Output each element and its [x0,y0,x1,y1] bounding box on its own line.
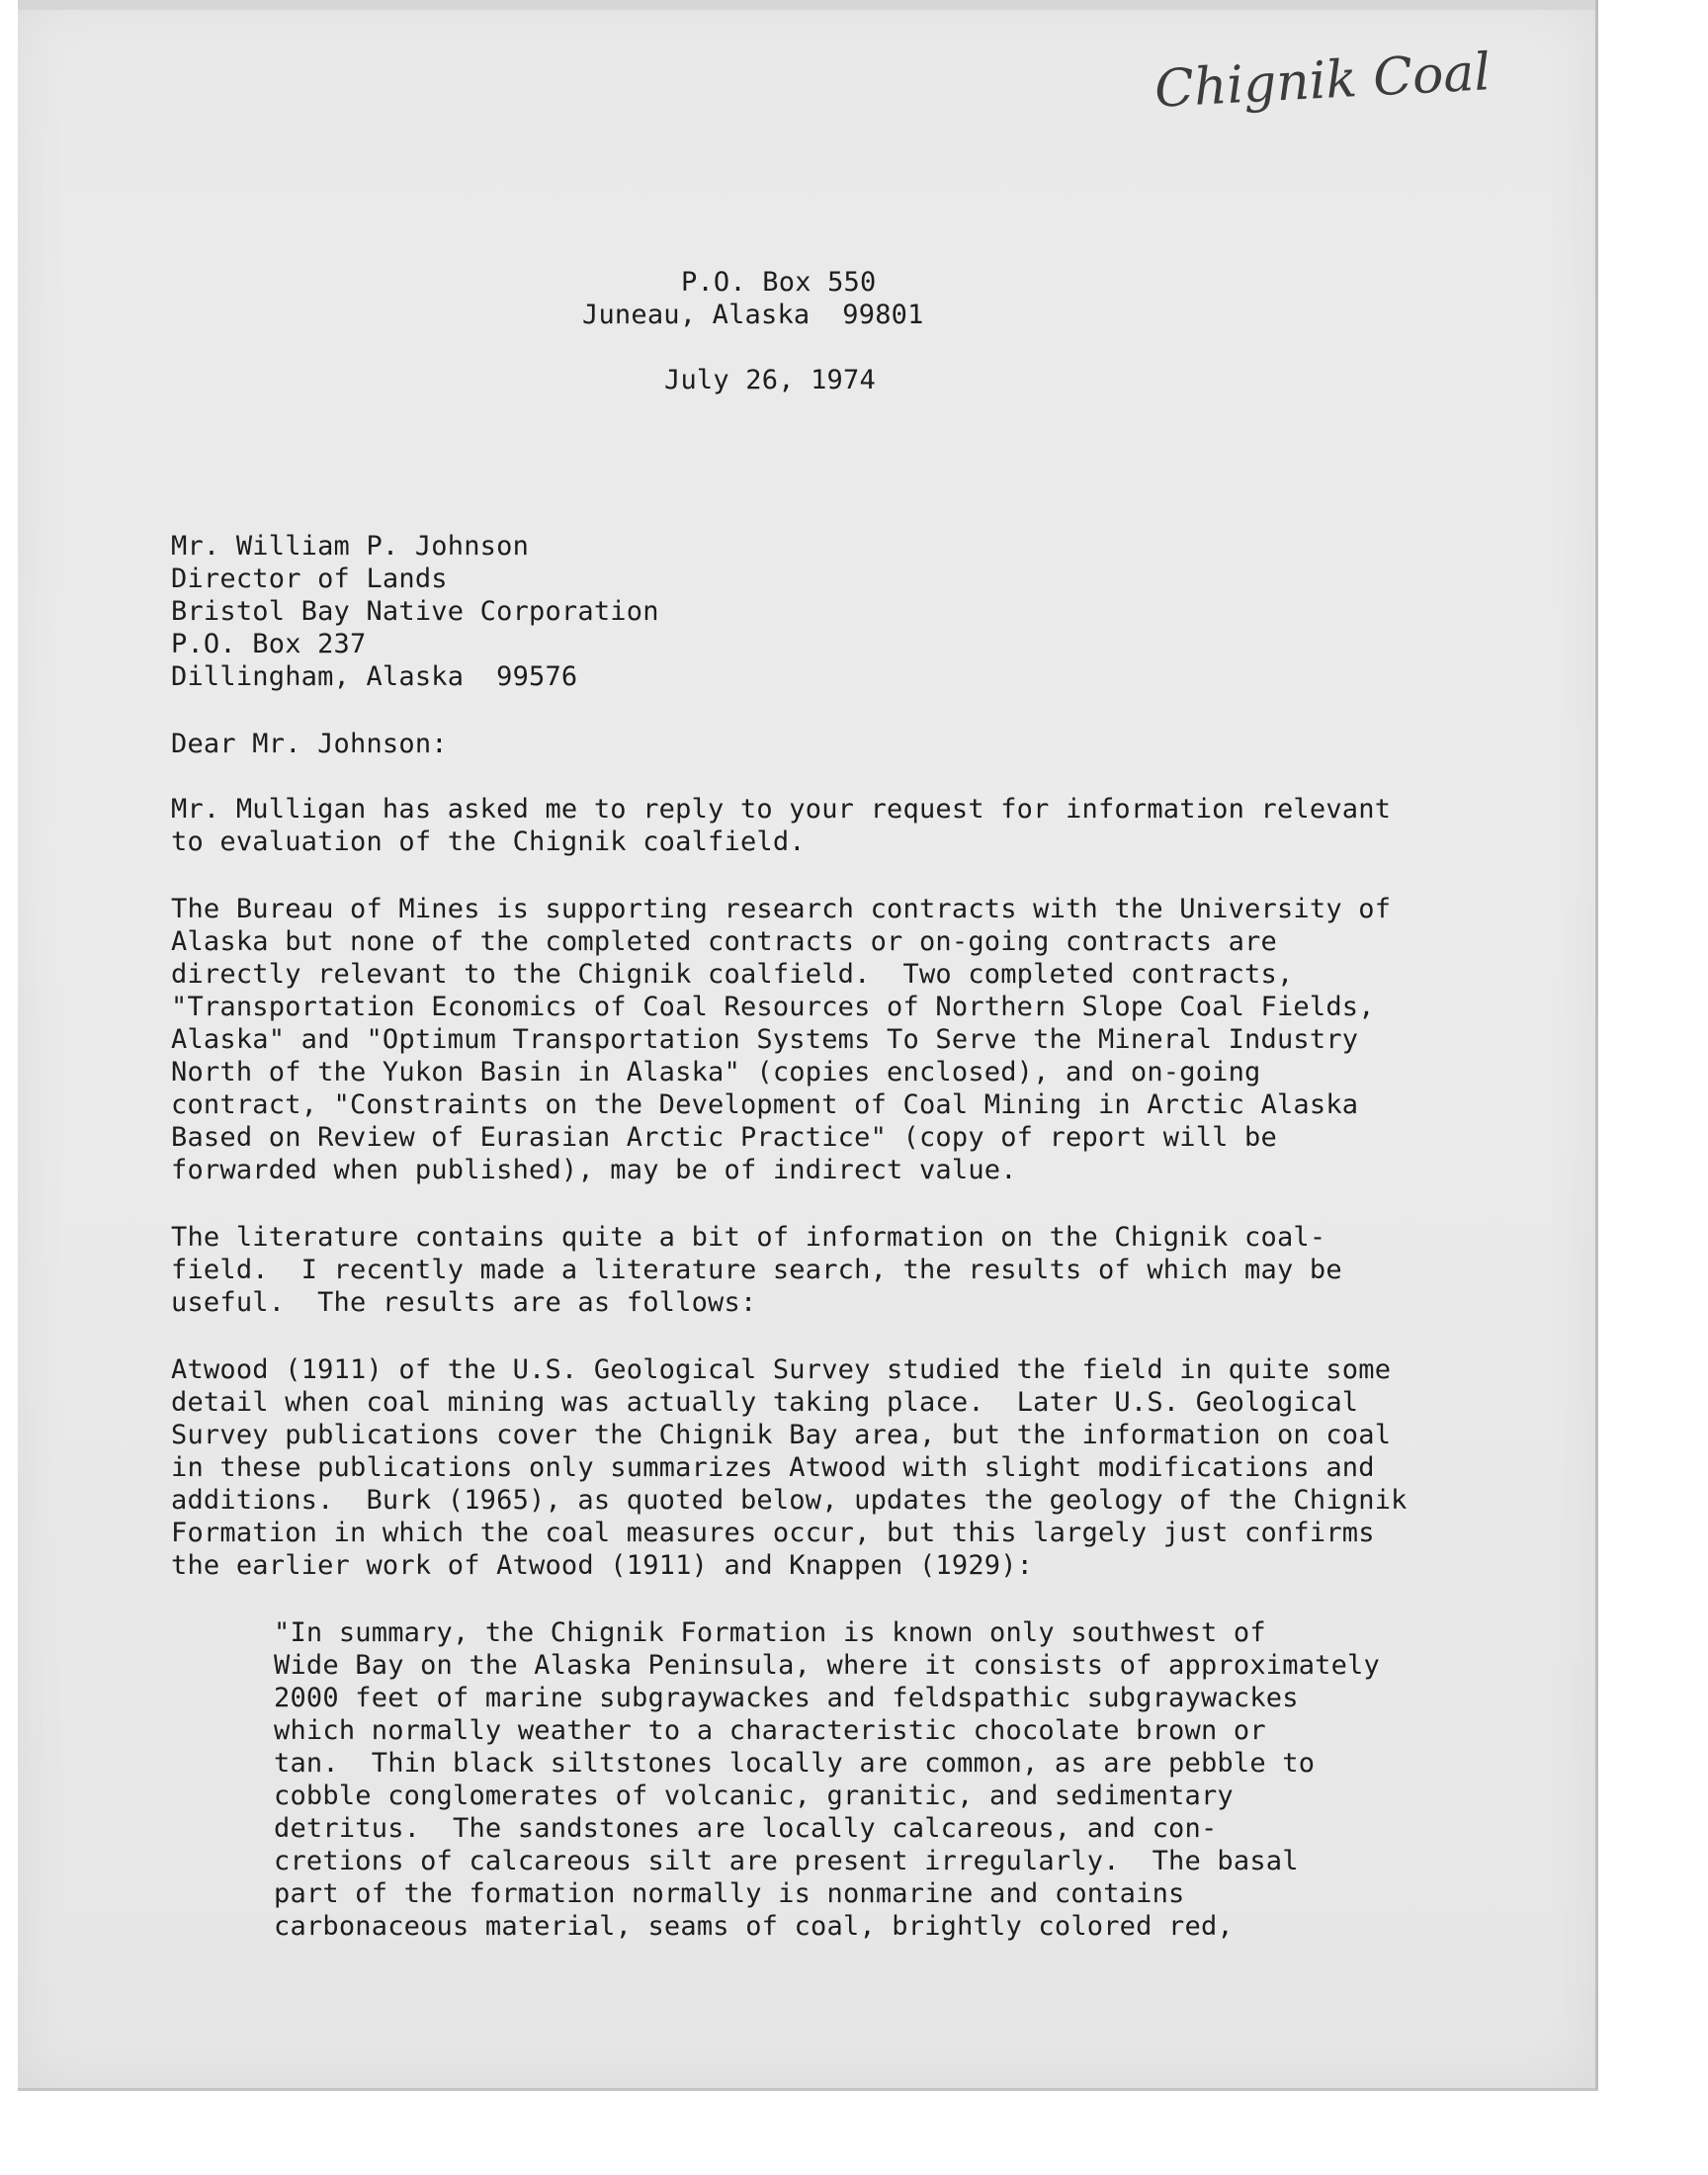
text-line: the earlier work of Atwood (1911) and Knappen (1929): [171,1550,1034,1581]
salutation: Dear Mr. Johnson: [171,729,448,759]
top-edge-shadow [18,0,1595,10]
quote-line: cretions of calcareous silt are present irregularly. The basal [274,1846,1299,1876]
quote-line: Wide Bay on the Alaska Peninsula, where it consists of approximately [274,1650,1380,1681]
letterhead-address-line2: Juneau, Alaska 99801 [582,300,924,330]
letterhead-address-line1: P.O. Box 550 [681,267,877,298]
text-line: "Transportation Economics of Coal Resources of Northern Slope Coal Fields, [171,992,1375,1022]
quote-line: 2000 feet of marine subgraywackes and feldspathic subgraywackes [274,1683,1299,1713]
text-line: Survey publications cover the Chignik Bay area, but the information on coal [171,1420,1392,1450]
text-line: The Bureau of Mines is supporting research contracts with the University of [171,894,1392,924]
text-line: directly relevant to the Chignik coalfield. Two completed contracts, [171,959,1294,990]
text-line: forwarded when published), may be of indirect value. [171,1155,1017,1185]
text-line: field. I recently made a literature search, the results of which may be [171,1255,1342,1285]
text-line: Atwood (1911) of the U.S. Geological Survey studied the field in quite some [171,1354,1392,1385]
text-line: North of the Yukon Basin in Alaska" (copies enclosed), and on-going [171,1057,1261,1088]
text-line: Based on Review of Eurasian Arctic Practice" (copy of report will be [171,1122,1277,1153]
text-line: useful. The results are as follows: [171,1287,757,1318]
text-line: additions. Burk (1965), as quoted below, updates the geology of the Chignik [171,1485,1408,1516]
quote-line: tan. Thin black siltstones locally are common, as are pebble to [274,1748,1316,1779]
quote-line: carbonaceous material, seams of coal, brightly colored red, [274,1911,1234,1942]
quote-line: which normally weather to a characteristic chocolate brown or [274,1715,1266,1746]
text-line: Alaska" and "Optimum Transportation Systems To Serve the Mineral Industry [171,1024,1359,1055]
text-line: Alaska but none of the completed contracts or on-going contracts are [171,926,1277,957]
quote-line: cobble conglomerates of volcanic, granitic, and sedimentary [274,1781,1234,1811]
recipient-address-line2: Dillingham, Alaska 99576 [171,661,578,692]
text-line: in these publications only summarizes Atwood with slight modifications and [171,1452,1375,1483]
text-line: The literature contains quite a bit of information on the Chignik coal- [171,1222,1326,1253]
handwritten-annotation: Chignik Coal [1153,43,1493,120]
text-line: detail when coal mining was actually taking place. Later U.S. Geological [171,1387,1359,1418]
recipient-name: Mr. William P. Johnson [171,531,530,562]
recipient-title: Director of Lands [171,564,448,594]
letter-date: July 26, 1974 [664,365,876,395]
recipient-organization: Bristol Bay Native Corporation [171,596,659,627]
recipient-address-line1: P.O. Box 237 [171,629,367,659]
quote-line: "In summary, the Chignik Formation is known only southwest of [274,1617,1266,1648]
text-line: Formation in which the coal measures occur, but this largely just confirms [171,1518,1375,1548]
text-line: to evaluation of the Chignik coalfield. [171,826,806,857]
quote-line: detritus. The sandstones are locally calcareous, and con- [274,1813,1218,1844]
quote-line: part of the formation normally is nonmarine and contains [274,1878,1185,1909]
text-line: Mr. Mulligan has asked me to reply to your request for information relevant [171,794,1392,825]
text-line: contract, "Constraints on the Development of Coal Mining in Arctic Alaska [171,1089,1359,1120]
